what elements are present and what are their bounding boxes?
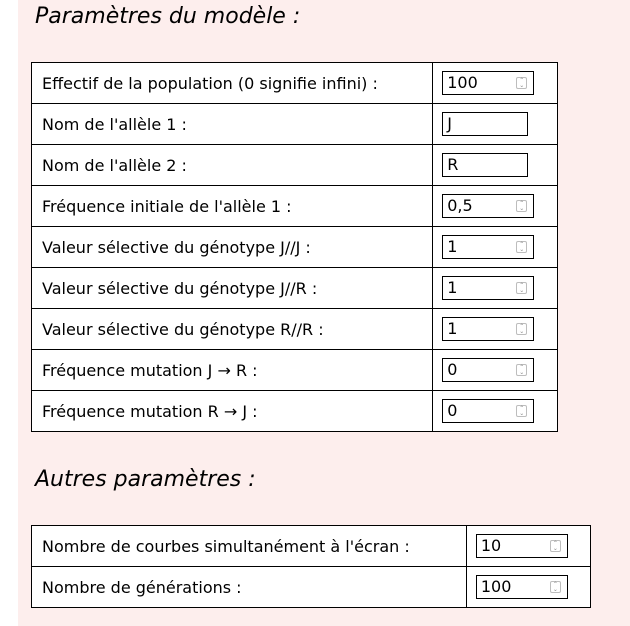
param-row-fitness-jr [32,268,558,309]
allele2-name-input[interactable]: R [442,153,528,177]
param-row-initial-frequency [32,186,558,227]
param-label: Nom de l'allèle 1 : [32,104,433,145]
param-label: Valeur sélective du génotype R//R : [32,309,433,350]
spin-arrows-icon[interactable]: ⌃ ⌄ [516,405,527,417]
model-params-table [31,62,558,432]
param-row-mutation-jr [32,350,558,391]
param-row-curve-count [32,526,591,567]
param-row-fitness-jj [32,227,558,268]
mutation-jr-input[interactable]: 0 ⌃ ⌄ [442,358,534,382]
spin-arrows-icon[interactable]: ⌃ ⌄ [516,282,527,294]
param-row-mutation-rj [32,391,558,432]
curve-count-input[interactable]: 10 ⌃ ⌄ [476,534,568,558]
param-label: Nombre de courbes simultanément à l'écran : [32,526,467,567]
model-params-heading: Paramètres du modèle : [35,4,301,29]
fitness-rr-input[interactable]: 1 ⌃ ⌄ [442,317,534,341]
param-label: Nom de l'allèle 2 : [32,145,433,186]
allele1-name-input[interactable]: J [442,112,528,136]
other-params-table [31,525,591,608]
param-label: Nombre de générations : [32,567,467,608]
param-label: Valeur sélective du génotype J//J : [32,227,433,268]
param-label: Fréquence mutation J → R : [32,350,433,391]
mutation-rj-input[interactable]: 0 ⌃ ⌄ [442,399,534,423]
spin-arrows-icon[interactable]: ⌃ ⌄ [550,581,561,593]
param-label: Effectif de la population (0 signifie infini) : [32,63,433,104]
initial-frequency-input[interactable]: 0,5 ⌃ ⌄ [442,194,534,218]
param-label: Valeur sélective du génotype J//R : [32,268,433,309]
param-row-allele1-name [32,104,558,145]
param-row-population [32,63,558,104]
other-params-heading: Autres paramètres : [35,467,256,492]
spin-arrows-icon[interactable]: ⌃ ⌄ [516,364,527,376]
spin-arrows-icon[interactable]: ⌃ ⌄ [550,540,561,552]
spin-arrows-icon[interactable]: ⌃ ⌄ [516,241,527,253]
fitness-jr-input[interactable]: 1 ⌃ ⌄ [442,276,534,300]
spin-arrows-icon[interactable]: ⌃ ⌄ [516,323,527,335]
param-label: Fréquence mutation R → J : [32,391,433,432]
fitness-jj-input[interactable]: 1 ⌃ ⌄ [442,235,534,259]
param-row-allele2-name [32,145,558,186]
population-size-input[interactable]: 100 ⌃ ⌄ [442,71,534,95]
spin-arrows-icon[interactable]: ⌃ ⌄ [516,77,527,89]
param-row-fitness-rr [32,309,558,350]
param-label: Fréquence initiale de l'allèle 1 : [32,186,433,227]
generations-input[interactable]: 100 ⌃ ⌄ [476,575,568,599]
spin-arrows-icon[interactable]: ⌃ ⌄ [516,200,527,212]
param-row-generations [32,567,591,608]
